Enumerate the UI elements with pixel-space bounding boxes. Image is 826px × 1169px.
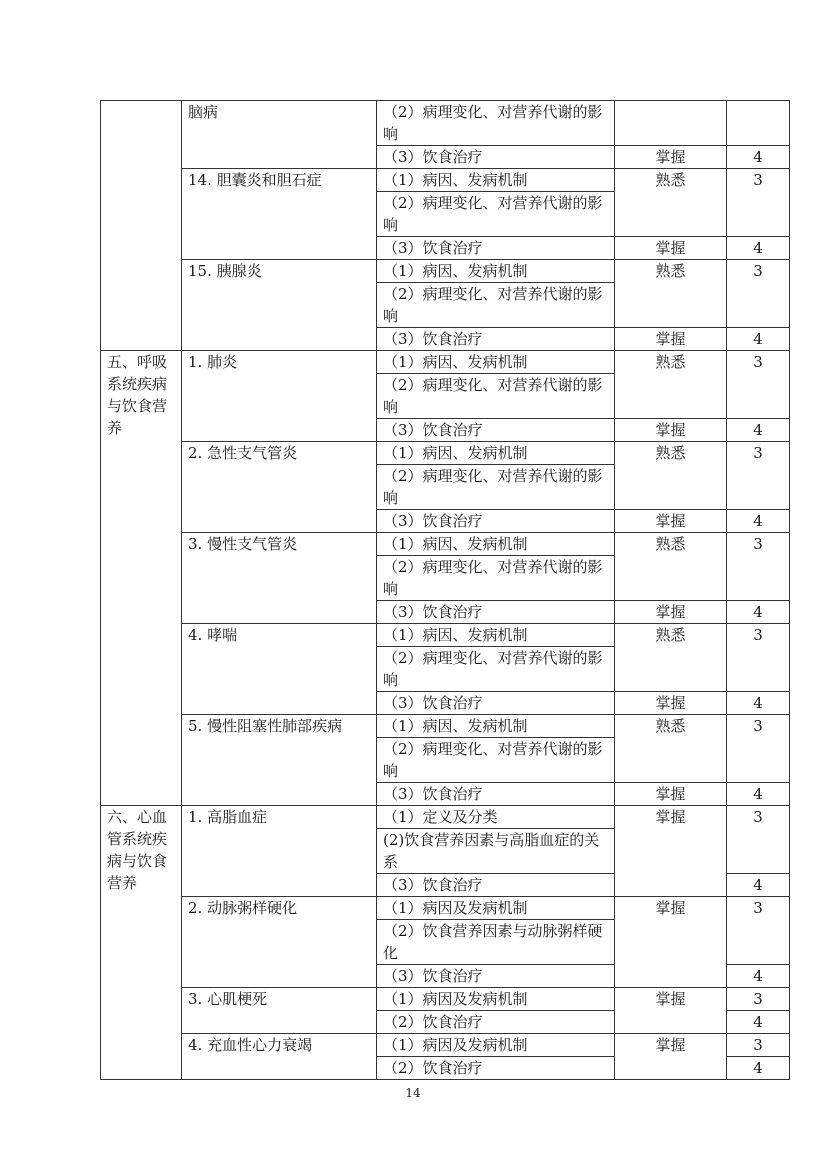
hours-cell: 3 — [727, 806, 790, 874]
table-row — [101, 1034, 790, 1057]
content-cell: （3）饮食治疗 — [377, 874, 615, 897]
table-row — [101, 533, 790, 556]
disease-cell: 1. 肺炎 — [182, 351, 377, 442]
hours-cell: 4 — [727, 783, 790, 806]
disease-cell: 14. 胆囊炎和胆石症 — [182, 169, 377, 260]
category-cell: 五、呼吸系统疾病与饮食营养 — [101, 351, 182, 806]
level-cell: 掌握 — [615, 692, 727, 715]
content-cell: （1）病因及发病机制 — [377, 897, 615, 920]
content-cell: （1）病因、发病机制 — [377, 624, 615, 647]
content-cell: （1）病因、发病机制 — [377, 442, 615, 465]
table-row — [101, 897, 790, 920]
category-cell-continued — [101, 101, 182, 351]
hours-cell: 3 — [727, 533, 790, 601]
level-cell: 掌握 — [615, 897, 727, 988]
disease-cell: 4. 哮喘 — [182, 624, 377, 715]
content-cell: （2）饮食治疗 — [377, 1057, 615, 1080]
content-cell: （3）饮食治疗 — [377, 419, 615, 442]
content-cell: （3）饮食治疗 — [377, 601, 615, 624]
hours-cell: 4 — [727, 1057, 790, 1080]
table-row — [101, 442, 790, 465]
hours-cell: 3 — [727, 442, 790, 510]
content-cell: （1）病因及发病机制 — [377, 1034, 615, 1057]
content-cell: （3）饮食治疗 — [377, 328, 615, 351]
level-cell: 掌握 — [615, 419, 727, 442]
content-cell: （2）饮食营养因素与动脉粥样硬化 — [377, 920, 615, 965]
content-cell: （2）病理变化、对营养代谢的影响 — [377, 192, 615, 237]
content-cell: （1）病因、发病机制 — [377, 351, 615, 374]
level-cell: 熟悉 — [615, 715, 727, 783]
table-row — [101, 624, 790, 647]
level-cell: 掌握 — [615, 328, 727, 351]
content-cell: （3）饮食治疗 — [377, 510, 615, 533]
hours-cell: 4 — [727, 510, 790, 533]
level-cell: 掌握 — [615, 988, 727, 1034]
table-row — [101, 260, 790, 283]
content-cell: （3）饮食治疗 — [377, 965, 615, 988]
table-row — [101, 169, 790, 192]
level-cell: 掌握 — [615, 783, 727, 806]
content-cell: （1）病因、发病机制 — [377, 260, 615, 283]
content-cell: （3）饮食治疗 — [377, 692, 615, 715]
hours-cell: 3 — [727, 260, 790, 328]
content-cell: （1）病因、发病机制 — [377, 169, 615, 192]
level-cell: 熟悉 — [615, 624, 727, 692]
content-cell: （3）饮食治疗 — [377, 237, 615, 260]
disease-cell: 15. 胰腺炎 — [182, 260, 377, 351]
hours-cell: 3 — [727, 715, 790, 783]
content-cell: （3）饮食治疗 — [377, 783, 615, 806]
content-cell: （2）病理变化、对营养代谢的影响 — [377, 556, 615, 601]
content-cell: （3）饮食治疗 — [377, 146, 615, 169]
hours-cell: 3 — [727, 351, 790, 419]
disease-cell: 4. 充血性心力衰竭 — [182, 1034, 377, 1080]
table-row — [101, 715, 790, 738]
content-cell: （2）病理变化、对营养代谢的影响 — [377, 374, 615, 419]
disease-cell: 3. 慢性支气管炎 — [182, 533, 377, 624]
level-cell: 掌握 — [615, 601, 727, 624]
hours-cell: 4 — [727, 692, 790, 715]
hours-cell: 4 — [727, 237, 790, 260]
hours-cell: 3 — [727, 897, 790, 965]
content-cell: （2）病理变化、对营养代谢的影响 — [377, 738, 615, 783]
hours-cell — [727, 101, 790, 146]
disease-cell: 脑病 — [182, 101, 377, 169]
disease-cell: 2. 动脉粥样硬化 — [182, 897, 377, 988]
page-number: 14 — [405, 1086, 421, 1100]
level-cell: 熟悉 — [615, 533, 727, 601]
hours-cell: 4 — [727, 874, 790, 897]
hours-cell: 4 — [727, 419, 790, 442]
content-cell: (2)饮食营养因素与高脂血症的关系 — [377, 829, 615, 874]
level-cell: 熟悉 — [615, 351, 727, 419]
disease-cell: 3. 心肌梗死 — [182, 988, 377, 1034]
hours-cell: 3 — [727, 988, 790, 1011]
level-cell: 掌握 — [615, 146, 727, 169]
table-row — [101, 806, 790, 829]
hours-cell: 4 — [727, 965, 790, 988]
hours-cell: 4 — [727, 1011, 790, 1034]
table-row — [101, 351, 790, 374]
disease-cell: 1. 高脂血症 — [182, 806, 377, 897]
content-cell: （1）病因、发病机制 — [377, 715, 615, 738]
content-cell: （2）病理变化、对营养代谢的影响 — [377, 465, 615, 510]
level-cell: 熟悉 — [615, 260, 727, 328]
hours-cell: 4 — [727, 601, 790, 624]
content-cell: （1）病因、发病机制 — [377, 533, 615, 556]
level-cell: 掌握 — [615, 806, 727, 897]
hours-cell: 3 — [727, 169, 790, 237]
level-cell: 熟悉 — [615, 442, 727, 510]
content-cell: （1）病因及发病机制 — [377, 988, 615, 1011]
hours-cell: 3 — [727, 1034, 790, 1057]
content-cell: （2）病理变化、对营养代谢的影响 — [377, 647, 615, 692]
level-cell: 熟悉 — [615, 169, 727, 237]
content-cell: （1）定义及分类 — [377, 806, 615, 829]
hours-cell: 4 — [727, 146, 790, 169]
content-cell: （2）病理变化、对营养代谢的影响 — [377, 101, 615, 146]
disease-cell: 5. 慢性阻塞性肺部疾病 — [182, 715, 377, 806]
content-cell: （2）病理变化、对营养代谢的影响 — [377, 283, 615, 328]
level-cell: 掌握 — [615, 510, 727, 533]
category-cell: 六、心血管系统疾病与饮食营养 — [101, 806, 182, 1080]
hours-cell: 3 — [727, 624, 790, 692]
hours-cell: 4 — [727, 328, 790, 351]
level-cell: 掌握 — [615, 1034, 727, 1080]
content-cell: （2）饮食治疗 — [377, 1011, 615, 1034]
syllabus-table — [100, 100, 790, 1080]
disease-cell: 2. 急性支气管炎 — [182, 442, 377, 533]
level-cell: 掌握 — [615, 237, 727, 260]
level-cell — [615, 101, 727, 146]
table-row — [101, 988, 790, 1011]
